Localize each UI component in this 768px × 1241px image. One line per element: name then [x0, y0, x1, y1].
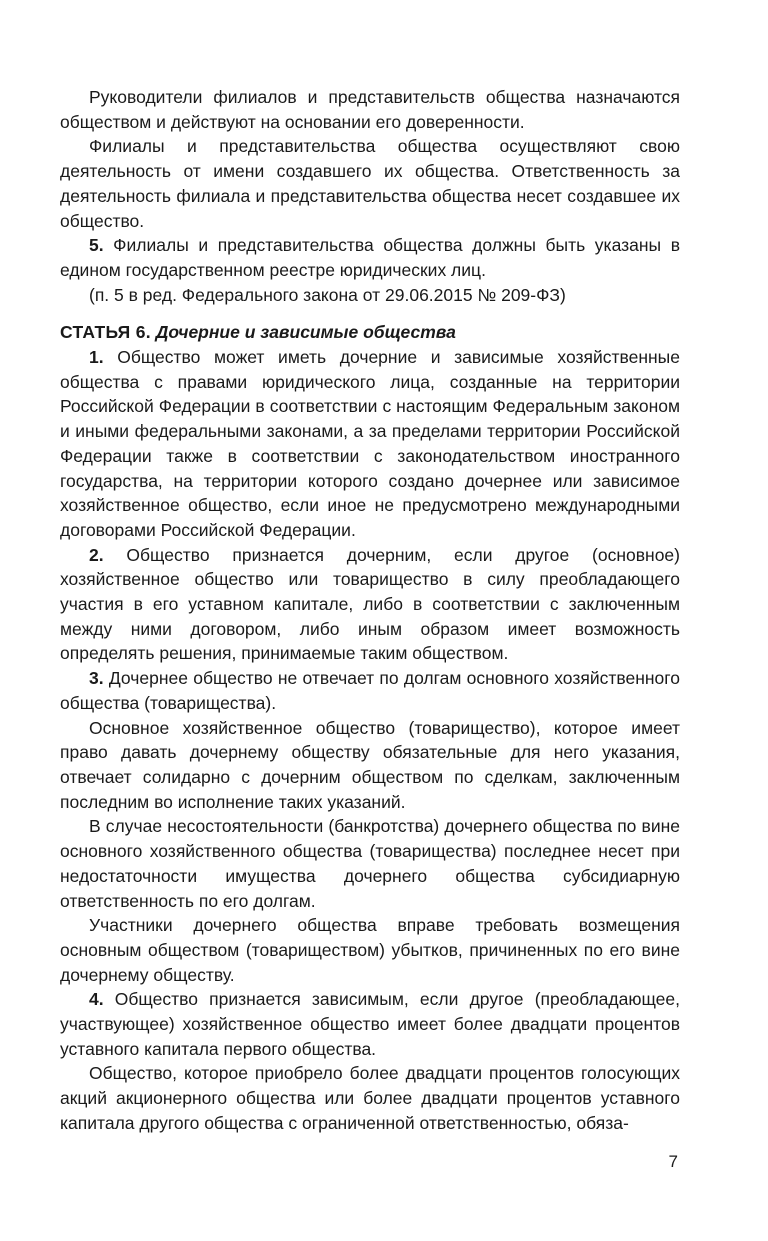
- article-6-clause-4: [60, 987, 680, 1061]
- clause-5-number: 5.: [89, 235, 104, 256]
- clause-4-number: 4.: [89, 989, 104, 1010]
- page-body: [60, 85, 680, 1136]
- clause-5-text: Филиалы и представительства общества должны быть указаны в едином государственном реестре юридических лиц.: [60, 235, 680, 280]
- clause-1-text: Общество может иметь дочерние и зависимые хозяйственные общества с правами юридического лица, созданные на территории Российской Федерации в соответствии с настоящим Федеральным законом и иными федеральными законами, а за пределами территории Российской Федерации также в соответствии с законодательством иностранного государства, на территории которого создано дочернее или зависимое хозяйственное общество, если иное не предусмотрено международными договорами Российской Федерации.: [60, 347, 680, 540]
- clause-3-text: Дочернее общество не отвечает по долгам основного хозяйственного общества (товарищества).: [60, 668, 680, 713]
- paragraph-branch-heads: Руководители филиалов и представительств общества назначаются обществом и действуют на основании его доверенности.: [60, 87, 680, 132]
- article-6-label: СТАТЬЯ 6.: [60, 322, 151, 343]
- article-6-clause-3-bankruptcy: В случае несостоятельности (банкротства) дочернего общества по вине основного хозяйственного общества (товарищества) последнее несет при недостаточности имущества дочернего общества субсидиарную ответственность по его долгам.: [60, 816, 680, 911]
- article-6-clause-1: [60, 345, 680, 543]
- article-6-clause-2: [60, 543, 680, 667]
- clause-4-text: Общество признается зависимым, если другое (преобладающее, участвующее) хозяйственное общество имеет более двадцати процентов уставного капитала первого общества.: [60, 989, 680, 1059]
- clause-5: [60, 233, 680, 282]
- clause-2-text: Общество признается дочерним, если другое (основное) хозяйственное общество или товарищество в силу преобладающего участия в его уставном капитале, либо в соответствии с заключенным между ними договором, либо иным образом имеет возможность определять решения, принимаемые таким обществом.: [60, 544, 680, 664]
- clause-1-number: 1.: [89, 347, 104, 368]
- article-6-title: Дочерние и зависимые общества: [155, 322, 456, 343]
- article-6-clause-4-acquirer: Общество, которое приобрело более двадцати процентов голосующих акций акционерного общества или более двадцати процентов уставного капитала другого общества с ограниченной ответственностью, обяза-: [60, 1063, 680, 1133]
- article-6-clause-3-liability: Основное хозяйственное общество (товарищество), которое имеет право давать дочернему обществу обязательные для него указания, отвечает солидарно с дочерним обществом по сделкам, заключенным последним во исполнение таких указаний.: [60, 717, 680, 812]
- clause-2-number: 2.: [89, 544, 104, 565]
- section-gap: [60, 307, 680, 320]
- paragraph-branch-activity: Филиалы и представительства общества осуществляют свою деятельность от имени создавшего их общества. Ответственность за деятельность филиала и представительства общества несет создавшее их общество.: [60, 136, 680, 231]
- article-6-clause-3-damages: Участники дочернего общества вправе требовать возмещения основным обществом (товариществом) убытков, причиненных по его вине дочернему обществу.: [60, 915, 680, 985]
- amendment-note: (п. 5 в ред. Федерального закона от 29.06.2015 № 209-ФЗ): [89, 284, 566, 305]
- page-number: 7: [668, 1152, 678, 1171]
- clause-3-number: 3.: [89, 668, 104, 689]
- article-6-clause-3: [60, 666, 680, 715]
- article-6-heading: [60, 320, 680, 345]
